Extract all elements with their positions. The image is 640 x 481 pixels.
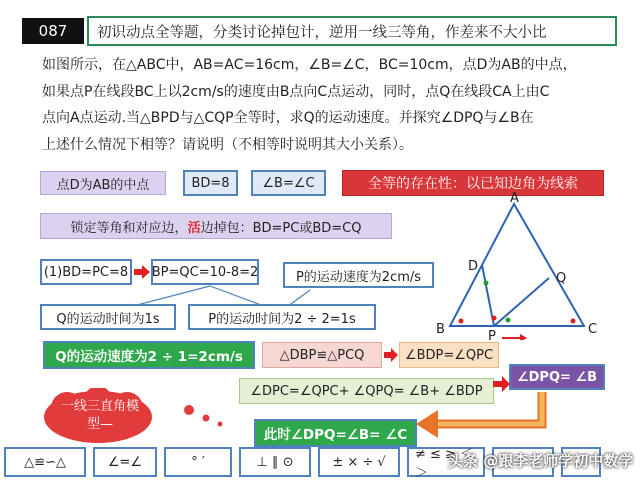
vertex-c-label: C (588, 322, 598, 337)
problem-title: 初识动点全等题，分类讨论掉包计，逆用一线三等角，作差来不大小比 (87, 16, 617, 46)
q-speed-card: Q的运动速度为2 ÷ 1=2cm/s (43, 341, 255, 369)
bp-card: BP=QC=10-8=2 (151, 259, 259, 285)
conclusion-card: 此时∠DPQ=∠B= ∠C (254, 419, 417, 447)
case1-card: (1)BD=PC=8 (40, 259, 132, 285)
toolbar-angle-button[interactable]: ∠=∠ (93, 447, 157, 477)
lock-text-pre: 锁定等角和对应边， (70, 220, 188, 236)
point-p-label: P (488, 329, 496, 340)
problem-line: 如果点P在线段BC上以2cm/s的速度由B点向C点运动，同时，点Q在线段CA上由C (42, 83, 550, 100)
arrow-right-icon (132, 262, 152, 282)
vertex-b-label: B (436, 322, 445, 337)
problem-statement (42, 52, 632, 158)
dpq-equals-b-card: ∠DPQ= ∠B (509, 364, 605, 390)
q-time-card: Q的运动时间为1s (40, 304, 176, 330)
p-motion-arrow (520, 334, 527, 340)
congruent-card: △DBP≌△PCQ (262, 342, 382, 368)
lock-text-post: 边掉包：BD=PC或BD=CQ (200, 220, 362, 236)
angle-sum-card: ∠DPC=∠QPC+ ∠QPQ= ∠B+ ∠BDP (239, 378, 494, 404)
lock-card (40, 213, 392, 239)
triangle-figure (432, 190, 628, 340)
p-speed-card: P的运动速度为2cm/s (283, 262, 434, 288)
angle-b-marker (459, 319, 464, 324)
angle-d-marker (484, 281, 489, 286)
angle-equal-card: ∠B=∠C (251, 170, 326, 196)
watermark: 头条 @跟李老师学初中数学 (448, 452, 634, 470)
toolbar-operators-button[interactable]: ± × ÷ √ (318, 447, 400, 477)
point-d-label: D (468, 259, 479, 274)
lock-text-red: 活 (187, 220, 201, 236)
angle-bdp-card: ∠BDP=∠QPC (399, 342, 499, 368)
p-time-card: P的运动时间为2 ÷ 2=1s (188, 304, 376, 330)
elbow-arrow (414, 388, 564, 446)
toolbar-congruence-button[interactable]: △≌∽△ (4, 447, 86, 477)
arrow-right-icon (383, 345, 399, 365)
vertex-a-label: A (510, 191, 519, 206)
bd-card: BD=8 (183, 170, 238, 196)
toolbar-perp-parallel-button[interactable]: ⊥ ∥ ⊙ (239, 447, 311, 477)
existence-card: 全等的存在性：以已知边角为线索 (342, 170, 604, 196)
problem-line: 点向A点运动.当△BPD与△CQP全等时，求Q的运动速度。并探究∠DPQ与∠B在 (42, 110, 534, 126)
midpoint-card: 点D为AB的中点 (40, 171, 166, 195)
problem-line: 上述什么情况下相等？请说明（不相等时说明其大小关系）。 (42, 136, 413, 153)
cloud-text: 一线三直角模型— (60, 399, 139, 432)
point-q-label: Q (556, 271, 567, 286)
toolbar-degree-button[interactable]: ° ′ (164, 447, 232, 477)
angle-p-marker (492, 316, 497, 321)
toolbar-inequality-button[interactable]: ≠ ≤ ≥ ＜ ＞ (407, 447, 485, 477)
angle-c-marker (571, 319, 576, 324)
angle-qpc-marker (506, 318, 511, 323)
problem-line: 如图所示，在△ABC中，AB=AC=16cm，∠B=∠C，BC=10cm，点D为AB的中点， (42, 57, 577, 73)
problem-number-badge: 087 (22, 18, 84, 44)
